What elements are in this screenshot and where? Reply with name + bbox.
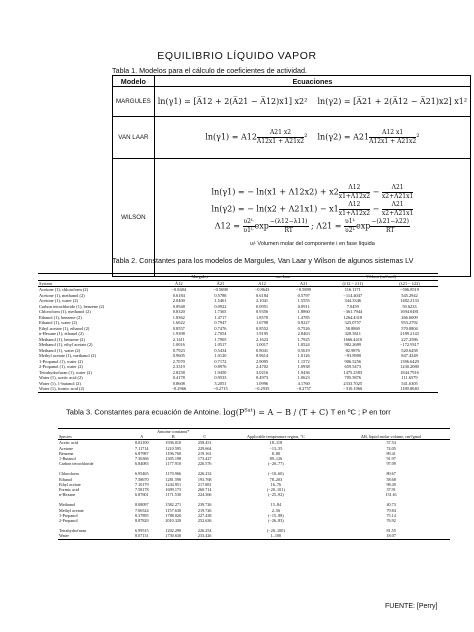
value-cell: (−20–100)	[267, 528, 285, 534]
value-cell: 0.5619	[297, 347, 310, 353]
value-cell: 227.2586	[401, 336, 418, 342]
value-cell: 193.768	[197, 476, 212, 482]
species-name: 2-Propanol	[59, 518, 78, 524]
system-name: Acetone (1), chloroform (2)	[39, 287, 89, 292]
table-row	[38, 386, 438, 392]
value-cell: 7.58178	[134, 487, 149, 493]
value-cell: (−20–77)	[268, 461, 284, 467]
system-name: 1-Propanol (1), water (2)	[39, 358, 83, 364]
value-cell: 0.5788	[214, 292, 227, 298]
value-cell: −0.2966	[158, 386, 200, 392]
value-cell: 0.7526	[297, 325, 310, 331]
value-cell: 0.8976	[214, 364, 227, 369]
value-cell: 6.84083	[134, 461, 149, 467]
value-cell: 0.9227	[297, 320, 310, 325]
value-cell: −361.7944	[343, 309, 363, 314]
value-cell: 15–84	[270, 502, 282, 508]
value-cell: 1582.271	[165, 502, 182, 508]
value-cell: 58.8869	[345, 325, 360, 331]
model-margules: MARGULES	[113, 87, 155, 117]
table3	[58, 428, 450, 540]
t1-header-model: Modelo	[113, 76, 155, 87]
t2-group-vanlaar: van Laar	[241, 274, 324, 281]
value-cell: (−20–101)	[267, 487, 285, 493]
value-cell: 1.7365	[214, 309, 227, 314]
value-cell: 1–100	[219, 533, 332, 539]
model-wilson: WILSON	[113, 159, 155, 277]
system-name: Ethyl acetate (1), ethanol (2)	[39, 325, 90, 331]
value-cell: 545.2942	[401, 292, 418, 298]
value-cell: 3.2051	[214, 380, 227, 386]
value-cell: 1.9436	[297, 369, 310, 375]
value-cell: 1730.630	[157, 533, 190, 539]
value-cell: 7.11714	[135, 445, 149, 451]
value-cell: 0.6184	[256, 292, 269, 298]
value-cell: 1210.595	[165, 445, 182, 451]
value-cell: 7.10179	[134, 481, 149, 487]
table1-caption: Tabla 1. Modelos para el cálculo de coeficientes de actividad.	[112, 66, 307, 75]
system-name: Ethanol (1), water (2)	[39, 320, 78, 325]
value-cell: −506.8519	[400, 287, 419, 292]
value-cell: 260.714	[197, 487, 212, 493]
table2	[38, 273, 438, 393]
value-cell: 75.14	[386, 512, 396, 518]
value-cell: 0.0948	[172, 303, 185, 309]
value-cell: 8.87829	[134, 518, 149, 524]
species-name: n-Hexane	[59, 492, 76, 498]
antoine-formula-lhs: log(P	[223, 407, 245, 417]
value-cell: (−10–60)	[268, 471, 284, 477]
value-cell: 1844.7916	[400, 369, 419, 375]
value-cell: 541.6305	[401, 380, 418, 386]
value-cell: 1.9450	[214, 369, 227, 375]
table3-caption-suffix: T en ºC ; P en torr	[330, 407, 391, 417]
value-cell: 1202.290	[165, 528, 182, 534]
species-name: Methanol	[59, 502, 76, 508]
value-cell: 1.0016	[172, 342, 185, 347]
value-cell: 76.92	[386, 518, 396, 524]
value-cell: 705.5876	[344, 375, 361, 380]
value-cell: 325.0757	[344, 320, 361, 325]
value-cell: 1157.630	[165, 507, 182, 513]
system-name: Carbon tetrachloride (1), benzene (2)	[39, 303, 105, 309]
table3-caption-prefix: Tabla 3. Constantes para ecuación de Antoine.	[66, 407, 222, 417]
page-title: EQUILIBRIO LÍQUIDO VAPOR	[157, 50, 317, 62]
value-cell: 7.58670	[134, 476, 149, 482]
value-cell: 953.2792	[401, 320, 418, 325]
value-cell: 1.5555	[297, 298, 310, 303]
t2-group-margules: Margules	[158, 274, 241, 281]
value-cell: 1305.198	[165, 456, 182, 462]
t2-body	[38, 287, 438, 393]
value-cell: 252.636	[197, 518, 212, 524]
value-cell: 6.87601	[134, 492, 149, 498]
value-cell: 1.5461	[214, 298, 227, 303]
species-name: Methyl acetate	[59, 507, 84, 513]
value-cell: 0.8608	[172, 380, 185, 386]
table1	[112, 75, 471, 277]
value-cell: 1.9398	[172, 331, 185, 336]
value-cell: 1.0524	[297, 342, 310, 347]
value-cell: 7.0459	[346, 303, 359, 309]
value-cell: 1694.0481	[400, 309, 419, 314]
t2-col-system: System	[38, 280, 158, 287]
value-cell: 0.4973	[256, 375, 269, 380]
value-cell: 1171.530	[165, 492, 182, 498]
margules-equations: ln(γ1) = [A̅12 + 2(A̅21 − A̅12)x1] x2² ln(γ2) = [A̅21 + 2(A̅12 − A̅21)x2] x1²	[154, 87, 470, 117]
value-cell: 0.8320	[172, 309, 185, 314]
volume-note: Volumen molar del componente i en fase líquida	[257, 240, 375, 247]
value-cell: 1.8860	[297, 309, 310, 314]
species-name: Carbon tetrachloride	[59, 461, 94, 467]
value-cell: 18–118	[269, 440, 283, 446]
system-name: Water (1), acetic acid (2)	[39, 375, 83, 380]
value-cell: 2.8258	[172, 369, 185, 375]
t3-col: C	[190, 434, 219, 440]
value-cell: 6.87987	[134, 450, 149, 456]
system-name: 2-Propanol (1), water (2)	[39, 364, 83, 369]
value-cell: −0.2935	[241, 386, 283, 392]
value-cell: 1.8362	[172, 314, 185, 320]
value-cell: 1.9195	[256, 331, 269, 336]
value-cell: 0.7947	[214, 320, 227, 325]
van-laar-equations: ln(γ1) = A12 $\frac{A21 x2}{A12x1 + A21x2}$ ² ln(γ2) = A21 $\frac{A12 x1}{A12x1 + A21x2}$ ²	[154, 117, 470, 159]
value-cell: 1.1572	[297, 358, 310, 364]
value-cell: 233.426	[190, 533, 219, 539]
value-cell: 2.9095	[256, 358, 269, 364]
value-cell: 80.67	[386, 471, 396, 477]
value-cell: 1.0120	[214, 353, 227, 358]
system-name: Water (1), formic acid (2)	[38, 386, 158, 392]
system-name: Methyl acetate (1), methanol (2)	[39, 353, 96, 358]
t1-header-equations: Ecuaciones	[154, 76, 470, 87]
value-cell: 1936.010	[165, 440, 182, 446]
value-cell: 40.73	[386, 502, 396, 508]
value-cell: 57.54	[386, 440, 396, 446]
value-cell: 6.99515	[134, 528, 149, 534]
value-cell: −0.8404	[171, 287, 187, 292]
t2-col: (λ12 − λ11)	[325, 280, 382, 287]
value-cell: 0.8041	[256, 347, 269, 353]
value-cell: 1170.966	[165, 471, 182, 477]
species-name: Ethyl acetate	[59, 481, 81, 487]
value-cell: 2.4702	[256, 364, 269, 369]
value-cell: 37.91	[386, 487, 396, 493]
value-cell: 1482.2133	[400, 298, 419, 303]
value-cell: 1.7925	[297, 336, 310, 342]
value-cell: 0.5797	[297, 292, 310, 298]
value-cell: 0.0951	[256, 303, 269, 309]
value-cell: 3.0216	[256, 369, 269, 375]
value-cell: −13–55	[269, 445, 283, 451]
species-name: Ethanol	[59, 476, 73, 482]
value-cell: 97.09	[386, 461, 396, 467]
system-name: Acetone (1), methanol (2)	[39, 292, 85, 298]
value-cell: −0.2715	[200, 386, 242, 392]
model-van-laar: VAN LAAR	[113, 117, 155, 159]
value-cell: 2189.2143	[400, 331, 419, 336]
value-cell: 7.06524	[134, 507, 149, 513]
t3-col: Applicable temperature region, °C	[219, 434, 332, 440]
value-cell: 570.0804	[401, 325, 418, 331]
t2-col: A21	[283, 280, 325, 287]
system-name: Methanol (1), benzene (2)	[39, 336, 85, 342]
value-cell: 0.9614	[256, 353, 269, 358]
value-cell: 1264.4318	[343, 314, 363, 320]
value-cell: 6.95465	[134, 471, 149, 477]
value-cell: 91.97	[386, 456, 396, 462]
antoine-formula-sup: Sat	[244, 407, 253, 413]
value-cell: 0.7172	[214, 358, 227, 364]
value-cell: −310.1060	[325, 386, 382, 392]
species-name: 1-Propanol	[59, 512, 78, 518]
t3-body	[58, 440, 450, 539]
wilson-equations: ln(γ1) = − ln(x1 + Λ12x2) + x2 $\frac{\Lambda 12}{x1+\Lambda 12x2}$ − $\frac{\Lambda 21}{x2+\Lambda 21x1}$ ln(γ2) = − ln(x2 + Λ21x1) − x1 $\frac{\Lambda 12}{x1+\Lambda 12x2}$ − $\frac{\Lambda 21}{x2+\Lambda 21x1}$ Λ12 = $\frac{\text{υ2ᴸ}}{\text{υ1ᴸ}}$ exp $\frac{-(\lambda 12-\lambda 11)}{RT}$ ; Λ21 = $\frac{\text{υ1ᴸ}}{\text{υ2ᴸ}}$ exp $\frac{-(\lambda 21-\lambda 22)}{RT}$ υᵢᴸ Volumen molar del componente i en fase líquida	[154, 159, 470, 277]
value-cell: 0.7923	[172, 347, 185, 353]
value-cell: 1196.760	[165, 450, 182, 456]
value-cell: 1281.590	[165, 476, 182, 482]
value-cell: 320.3611	[344, 331, 361, 336]
value-cell: 344.3346	[344, 298, 361, 303]
value-cell: 1.6798	[256, 320, 269, 325]
t2-col: Ā21	[200, 280, 242, 287]
value-cell: 8.02100	[134, 440, 149, 446]
value-cell: 111.6579	[401, 375, 418, 380]
value-cell: 266.6009	[401, 314, 418, 320]
value-cell: 1.4717	[214, 314, 227, 320]
value-cell: 8.08097	[134, 502, 149, 508]
t3-col-species: Species	[58, 434, 127, 440]
value-cell: 1244.951	[165, 481, 182, 487]
value-cell: 2.1041	[256, 298, 269, 303]
t2-group-wilson: Wilson (cal/mol)	[325, 274, 439, 281]
value-cell: 906.5256	[344, 358, 361, 364]
value-cell: 59.6233	[402, 303, 417, 309]
value-cell: 74.05	[386, 445, 396, 451]
value-cell: 0.9605	[172, 353, 185, 358]
value-cell: −0.2757	[283, 386, 325, 392]
value-cell: 4.1760	[297, 380, 310, 386]
system-name: Ethanol (1), benzene (2)	[39, 314, 82, 320]
value-cell: 226.254	[197, 528, 212, 534]
t3-col: B	[157, 434, 190, 440]
value-cell: 0.5434	[214, 347, 227, 353]
t2-col: (λ21 − λ22)	[381, 280, 438, 287]
value-cell: 2.7070	[172, 358, 185, 364]
value-cell: 1.0017	[256, 342, 269, 347]
system-name: Acetone (1), water (2)	[39, 298, 79, 303]
value-cell: 8.37895	[134, 512, 149, 518]
value-cell: 2010.320	[165, 518, 182, 524]
species-name: Acetic acid	[59, 440, 78, 446]
value-cell: 2.8463	[297, 331, 310, 336]
value-cell: 81.55	[386, 528, 396, 534]
value-cell: 226.232	[197, 471, 212, 477]
value-cell: 0.4178	[172, 375, 185, 380]
antoine-formula-rhs: ) = A − B / (T + C)	[252, 407, 329, 417]
value-cell: 79.84	[386, 507, 396, 513]
value-cell: (−26–83)	[268, 518, 284, 524]
value-cell: 217.881	[197, 481, 212, 487]
system-name: Methanol (1), ethyl acetate (2)	[39, 342, 93, 347]
value-cell: 1.0996	[256, 380, 269, 386]
value-cell: 1230.2080	[400, 364, 419, 369]
value-cell: 0.9356	[256, 309, 269, 314]
t2-col: Ā12	[158, 280, 200, 287]
value-cell: 2.1623	[256, 336, 269, 342]
t3-col: ΔH, liquid molar volume, cm³/gmol	[332, 434, 450, 440]
t3-col: A	[127, 434, 156, 440]
value-cell: 1.4785	[297, 314, 310, 320]
value-cell: 659.5473	[344, 364, 361, 369]
value-cell: 224.366	[197, 492, 212, 498]
value-cell: 0.7476	[214, 325, 227, 331]
system-name: Water (1), 1-butanol (2)	[39, 380, 81, 386]
value-cell: −0.5698	[213, 287, 228, 292]
value-cell: 116.1171	[344, 287, 361, 292]
species-name: Water	[58, 533, 127, 539]
value-cell: 2.7054	[214, 331, 227, 336]
table3-caption	[66, 407, 391, 417]
value-cell: 982.2689	[344, 342, 361, 347]
value-cell: 89.41	[386, 450, 396, 456]
value-cell: 98.49	[386, 481, 396, 487]
value-cell: 0.0911	[297, 303, 310, 309]
species-name: Formic acid	[59, 487, 80, 493]
value-cell: 18.07	[332, 533, 450, 539]
system-name: Methanol (1), water (2)	[39, 347, 81, 353]
value-cell: 2.3319	[172, 364, 185, 369]
value-cell: 8.07131	[127, 533, 156, 539]
value-cell: 0.8552	[256, 325, 269, 331]
value-cell: 0.9533	[214, 375, 227, 380]
value-cell: 1180.8040	[381, 386, 438, 392]
table-row	[58, 533, 450, 539]
value-cell: 1699.173	[165, 487, 182, 493]
species-name: Chloroform	[59, 471, 79, 477]
value-cell: 1.8570	[256, 314, 269, 320]
value-cell: 1.0517	[214, 342, 227, 347]
value-cell: 89–126	[269, 456, 283, 462]
system-name: n-Hexane (1), ethanol (2)	[39, 331, 84, 336]
value-cell: 78–203	[269, 476, 283, 482]
value-cell: 131.61	[385, 492, 397, 498]
t3-group-constants: Antoine constants*	[127, 429, 219, 435]
t2-col: A12	[241, 280, 283, 287]
value-cell: 0.0922	[214, 303, 227, 309]
value-cell: 258.451	[197, 440, 212, 446]
value-cell: 0.6184	[172, 292, 185, 298]
value-cell: 1.7905	[214, 336, 227, 342]
value-cell: 520.6458	[401, 347, 418, 353]
species-name: Acetone	[59, 445, 73, 451]
value-cell: 16–76	[270, 481, 282, 487]
value-cell: 1177.910	[165, 461, 182, 467]
species-name: 1-Butanol	[59, 456, 76, 462]
value-cell: 229.664	[197, 445, 212, 451]
value-cell: 2.1411	[172, 336, 185, 342]
value-cell: −0.8643	[254, 287, 270, 292]
value-cell: 1666.4410	[343, 336, 363, 342]
value-cell: 1788.020	[165, 512, 182, 518]
value-cell: 1.0623	[297, 375, 310, 380]
value-cell: 239.726	[197, 502, 212, 508]
species-name: Tetrahydrofuran	[59, 528, 87, 534]
value-cell: 1.0126	[297, 353, 310, 358]
value-cell: 7.36366	[134, 456, 149, 462]
value-cell: (−25–92)	[268, 492, 284, 498]
value-cell: 0.8557	[172, 325, 185, 331]
value-cell: −172.9317	[400, 342, 419, 347]
value-cell: −114.4047	[343, 292, 363, 298]
value-cell: 2333.7025	[343, 380, 363, 386]
value-cell: 220.576	[197, 461, 212, 467]
value-cell: 2.0400	[172, 298, 185, 303]
value-cell: 227.438	[197, 512, 212, 518]
value-cell: 8–80	[271, 450, 281, 456]
value-cell: 2–56	[271, 507, 281, 513]
source-note: FUENTE: [Perry]	[385, 603, 438, 610]
value-cell: −93.8900	[344, 353, 362, 358]
value-cell: 1.6022	[172, 320, 185, 325]
value-cell: 82.9876	[345, 347, 360, 353]
value-cell: 219.161	[197, 450, 212, 456]
system-name: Chloroform (1), methanol (2)	[39, 309, 91, 314]
value-cell: 1.0938	[297, 364, 310, 369]
value-cell: 847.4348	[401, 353, 418, 358]
value-cell: 58.68	[386, 476, 396, 482]
value-cell: 173.427	[197, 456, 212, 462]
value-cell: −0.5899	[296, 287, 311, 292]
value-cell: 1475.2583	[343, 369, 363, 375]
value-cell: 1396.6429	[400, 358, 419, 364]
table2-caption: Tabla 2. Constantes para los modelos de Margules, Van Laar y Wilson de algunos sistemas LV	[112, 256, 414, 265]
system-name: Tetrahydrofuran (1), water (2)	[39, 369, 92, 375]
value-cell: 219.726	[197, 507, 212, 513]
value-cell: (−15–98)	[268, 512, 284, 518]
species-name: Benzene	[59, 450, 74, 456]
